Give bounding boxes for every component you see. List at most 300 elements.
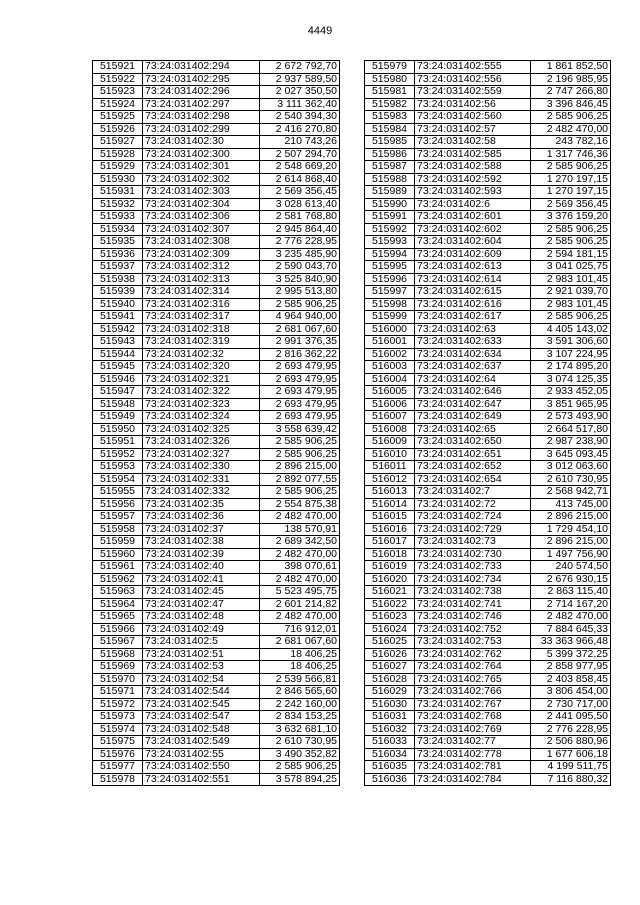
- cadastral-number: 73:24:031402:5: [143, 636, 260, 649]
- cadastral-value: 2 482 470,00: [260, 611, 340, 624]
- table-row: [93, 448, 340, 461]
- table-row: [365, 586, 611, 599]
- cadastral-number: 73:24:031402:602: [415, 223, 531, 236]
- table-row: [365, 498, 611, 511]
- table-row: [365, 598, 611, 611]
- cadastral-number: 73:24:031402:545: [143, 698, 260, 711]
- table-row: [365, 311, 611, 324]
- table-row: [93, 536, 340, 549]
- row-number: 515984: [365, 123, 415, 136]
- cadastral-number: 73:24:031402:313: [143, 273, 260, 286]
- row-number: 515924: [93, 98, 143, 111]
- cadastral-number: 73:24:031402:746: [415, 611, 531, 624]
- cadastral-number: 73:24:031402:332: [143, 486, 260, 499]
- cadastral-number: 73:24:031402:6: [415, 198, 531, 211]
- cadastral-number: 73:24:031402:768: [415, 711, 531, 724]
- cadastral-number: 73:24:031402:65: [415, 423, 531, 436]
- row-number: 515955: [93, 486, 143, 499]
- cadastral-number: 73:24:031402:752: [415, 623, 531, 636]
- row-number: 515985: [365, 136, 415, 149]
- row-number: 515940: [93, 298, 143, 311]
- row-number: 516003: [365, 361, 415, 374]
- row-number: 516007: [365, 411, 415, 424]
- table-row: [93, 698, 340, 711]
- cadastral-number: 73:24:031402:730: [415, 548, 531, 561]
- row-number: 515938: [93, 273, 143, 286]
- cadastral-number: 73:24:031402:307: [143, 223, 260, 236]
- cadastral-value: 2 601 214,82: [260, 598, 340, 611]
- cadastral-number: 73:24:031402:294: [143, 61, 260, 74]
- table-row: [365, 736, 611, 749]
- table-row: [365, 298, 611, 311]
- cadastral-number: 73:24:031402:615: [415, 286, 531, 299]
- cadastral-value: 2 693 479,95: [260, 386, 340, 399]
- cadastral-value: 2 693 479,95: [260, 361, 340, 374]
- cadastral-value: 3 111 362,40: [260, 98, 340, 111]
- row-number: 515957: [93, 511, 143, 524]
- cadastral-number: 73:24:031402:64: [415, 373, 531, 386]
- cadastral-value: 2 945 864,40: [260, 223, 340, 236]
- cadastral-value: 2 995 513,80: [260, 286, 340, 299]
- table-row: [365, 686, 611, 699]
- table-row: [365, 336, 611, 349]
- cadastral-number: 73:24:031402:556: [415, 73, 531, 86]
- cadastral-number: 73:24:031402:37: [143, 523, 260, 536]
- row-number: 515945: [93, 361, 143, 374]
- cadastral-number: 73:24:031402:781: [415, 761, 531, 774]
- cadastral-value: 2 581 768,80: [260, 211, 340, 224]
- row-number: 515964: [93, 598, 143, 611]
- cadastral-number: 73:24:031402:764: [415, 661, 531, 674]
- cadastral-value: 2 991 376,35: [260, 336, 340, 349]
- cadastral-number: 73:24:031402:296: [143, 86, 260, 99]
- cadastral-number: 73:24:031402:729: [415, 523, 531, 536]
- table-row: [93, 161, 340, 174]
- table-row: [93, 711, 340, 724]
- cadastral-value: 3 041 025,75: [531, 261, 611, 274]
- cadastral-number: 73:24:031402:30: [143, 136, 260, 149]
- cadastral-number: 73:24:031402:308: [143, 236, 260, 249]
- row-number: 515952: [93, 448, 143, 461]
- table-row: [365, 148, 611, 161]
- cadastral-value: 2 590 043,70: [260, 261, 340, 274]
- cadastral-value: 4 964 940,00: [260, 311, 340, 324]
- table-row: [93, 723, 340, 736]
- cadastral-number: 73:24:031402:56: [415, 98, 531, 111]
- cadastral-value: 2 403 858,45: [531, 673, 611, 686]
- row-number: 515982: [365, 98, 415, 111]
- table-row: [93, 111, 340, 124]
- table-row: [365, 486, 611, 499]
- table-row: [93, 261, 340, 274]
- cadastral-value: 3 851 965,95: [531, 398, 611, 411]
- row-number: 515997: [365, 286, 415, 299]
- cadastral-number: 73:24:031402:54: [143, 673, 260, 686]
- cadastral-value: 2 507 294,70: [260, 148, 340, 161]
- table-row: [365, 711, 611, 724]
- row-number: 515988: [365, 173, 415, 186]
- cadastral-number: 73:24:031402:317: [143, 311, 260, 324]
- table-row: [93, 761, 340, 774]
- row-number: 515946: [93, 373, 143, 386]
- row-number: 515923: [93, 86, 143, 99]
- cadastral-number: 73:24:031402:73: [415, 536, 531, 549]
- row-number: 515937: [93, 261, 143, 274]
- cadastral-value: 2 569 356,45: [531, 198, 611, 211]
- row-number: 515956: [93, 498, 143, 511]
- table-row: [93, 611, 340, 624]
- page-number: 4449: [307, 25, 333, 37]
- cadastral-number: 73:24:031402:295: [143, 73, 260, 86]
- row-number: 516004: [365, 373, 415, 386]
- cadastral-number: 73:24:031402:38: [143, 536, 260, 549]
- cadastral-value: 2 933 452,05: [531, 386, 611, 399]
- cadastral-number: 73:24:031402:318: [143, 323, 260, 336]
- table-row: [365, 623, 611, 636]
- table-row: [93, 473, 340, 486]
- cadastral-number: 73:24:031402:325: [143, 423, 260, 436]
- table-row: [365, 411, 611, 424]
- cadastral-value: 2 196 985,95: [531, 73, 611, 86]
- cadastral-value: 3 578 894,25: [260, 773, 340, 786]
- table-row: [93, 298, 340, 311]
- row-number: 515954: [93, 473, 143, 486]
- cadastral-number: 73:24:031402:766: [415, 686, 531, 699]
- row-number: 515993: [365, 236, 415, 249]
- cadastral-value: 2 983 101,45: [531, 273, 611, 286]
- table-row: [365, 386, 611, 399]
- row-number: 515972: [93, 698, 143, 711]
- cadastral-number: 73:24:031402:609: [415, 248, 531, 261]
- cadastral-value: 210 743,26: [260, 136, 340, 149]
- row-number: 515981: [365, 86, 415, 99]
- table-row: [365, 773, 611, 786]
- row-number: 516005: [365, 386, 415, 399]
- cadastral-value: 2 482 470,00: [531, 611, 611, 624]
- cadastral-number: 73:24:031402:738: [415, 586, 531, 599]
- row-number: 515980: [365, 73, 415, 86]
- row-number: 515983: [365, 111, 415, 124]
- cadastral-number: 73:24:031402:616: [415, 298, 531, 311]
- cadastral-number: 73:24:031402:601: [415, 211, 531, 224]
- cadastral-number: 73:24:031402:298: [143, 111, 260, 124]
- cadastral-value: 2 846 565,60: [260, 686, 340, 699]
- cadastral-number: 73:24:031402:306: [143, 211, 260, 224]
- table-row: [93, 373, 340, 386]
- cadastral-value: 3 525 840,90: [260, 273, 340, 286]
- cadastral-number: 73:24:031402:762: [415, 648, 531, 661]
- table-row: [93, 436, 340, 449]
- table-row: [93, 398, 340, 411]
- cadastral-value: 3 396 846,45: [531, 98, 611, 111]
- cadastral-value: 2 569 356,45: [260, 186, 340, 199]
- row-number: 515991: [365, 211, 415, 224]
- row-number: 515962: [93, 573, 143, 586]
- table-row: [365, 661, 611, 674]
- row-number: 516028: [365, 673, 415, 686]
- cadastral-number: 73:24:031402:741: [415, 598, 531, 611]
- cadastral-value: 2 896 215,00: [531, 511, 611, 524]
- cadastral-number: 73:24:031402:55: [143, 748, 260, 761]
- cadastral-number: 73:24:031402:650: [415, 436, 531, 449]
- cadastral-value: 4 405 143,02: [531, 323, 611, 336]
- table-row: [93, 361, 340, 374]
- row-number: 516015: [365, 511, 415, 524]
- table-row: [365, 323, 611, 336]
- row-number: 515977: [93, 761, 143, 774]
- cadastral-number: 73:24:031402:312: [143, 261, 260, 274]
- row-number: 516033: [365, 736, 415, 749]
- cadastral-number: 73:24:031402:7: [415, 486, 531, 499]
- cadastral-number: 73:24:031402:637: [415, 361, 531, 374]
- table-row: [93, 648, 340, 661]
- row-number: 516018: [365, 548, 415, 561]
- cadastral-number: 73:24:031402:614: [415, 273, 531, 286]
- cadastral-value: 2 983 101,45: [531, 298, 611, 311]
- cadastral-number: 73:24:031402:734: [415, 573, 531, 586]
- cadastral-value: 2 776 228,95: [260, 236, 340, 249]
- row-number: 515926: [93, 123, 143, 136]
- cadastral-value: 240 574,50: [531, 561, 611, 574]
- cadastral-value: 2 482 470,00: [531, 123, 611, 136]
- row-number: 516002: [365, 348, 415, 361]
- cadastral-value: 3 012 063,60: [531, 461, 611, 474]
- row-number: 516008: [365, 423, 415, 436]
- row-number: 515949: [93, 411, 143, 424]
- cadastral-value: 3 806 454,00: [531, 686, 611, 699]
- table-row: [93, 598, 340, 611]
- cadastral-value: 1 497 756,90: [531, 548, 611, 561]
- row-number: 515975: [93, 736, 143, 749]
- cadastral-value: 2 672 792,70: [260, 61, 340, 74]
- table-row: [93, 423, 340, 436]
- row-number: 515936: [93, 248, 143, 261]
- row-number: 515979: [365, 61, 415, 74]
- cadastral-value: 18 406,25: [260, 648, 340, 661]
- table-row: [365, 561, 611, 574]
- row-number: 516029: [365, 686, 415, 699]
- table-row: [93, 773, 340, 786]
- cadastral-value: 413 745,00: [531, 498, 611, 511]
- cadastral-number: 73:24:031402:550: [143, 761, 260, 774]
- table-row: [93, 411, 340, 424]
- cadastral-number: 73:24:031402:549: [143, 736, 260, 749]
- cadastral-number: 73:24:031402:304: [143, 198, 260, 211]
- cadastral-number: 73:24:031402:35: [143, 498, 260, 511]
- cadastral-value: 2 896 215,00: [260, 461, 340, 474]
- cadastral-value: 2 506 880,96: [531, 736, 611, 749]
- table-row: [93, 686, 340, 699]
- table-row: [93, 498, 340, 511]
- right-register-table: [364, 60, 611, 786]
- cadastral-number: 73:24:031402:544: [143, 686, 260, 699]
- row-number: 515959: [93, 536, 143, 549]
- row-number: 515927: [93, 136, 143, 149]
- table-row: [93, 461, 340, 474]
- cadastral-number: 73:24:031402:765: [415, 673, 531, 686]
- table-row: [365, 73, 611, 86]
- cadastral-value: 2 594 181,15: [531, 248, 611, 261]
- table-row: [93, 523, 340, 536]
- cadastral-number: 73:24:031402:320: [143, 361, 260, 374]
- row-number: 516024: [365, 623, 415, 636]
- cadastral-value: 2 482 470,00: [260, 573, 340, 586]
- cadastral-number: 73:24:031402:617: [415, 311, 531, 324]
- table-row: [93, 673, 340, 686]
- table-row: [365, 261, 611, 274]
- cadastral-value: 2 921 039,70: [531, 286, 611, 299]
- row-number: 515987: [365, 161, 415, 174]
- cadastral-number: 73:24:031402:51: [143, 648, 260, 661]
- row-number: 516001: [365, 336, 415, 349]
- cadastral-value: 2 693 479,95: [260, 373, 340, 386]
- cadastral-number: 73:24:031402:551: [143, 773, 260, 786]
- cadastral-number: 73:24:031402:316: [143, 298, 260, 311]
- cadastral-value: 2 610 730,95: [260, 736, 340, 749]
- table-row: [93, 511, 340, 524]
- table-row: [93, 548, 340, 561]
- cadastral-value: 3 632 681,10: [260, 723, 340, 736]
- cadastral-number: 73:24:031402:559: [415, 86, 531, 99]
- cadastral-value: 3 376 159,20: [531, 211, 611, 224]
- row-number: 515986: [365, 148, 415, 161]
- left-register-table: [92, 60, 340, 786]
- cadastral-value: 7 884 645,33: [531, 623, 611, 636]
- table-row: [93, 386, 340, 399]
- row-number: 515966: [93, 623, 143, 636]
- table-row: [365, 236, 611, 249]
- cadastral-number: 73:24:031402:77: [415, 736, 531, 749]
- row-number: 515934: [93, 223, 143, 236]
- cadastral-number: 73:24:031402:302: [143, 173, 260, 186]
- cadastral-number: 73:24:031402:39: [143, 548, 260, 561]
- row-number: 515925: [93, 111, 143, 124]
- cadastral-number: 73:24:031402:303: [143, 186, 260, 199]
- table-row: [365, 673, 611, 686]
- table-row: [93, 311, 340, 324]
- cadastral-value: 2 689 342,50: [260, 536, 340, 549]
- cadastral-value: 2 747 266,80: [531, 86, 611, 99]
- cadastral-value: 3 028 613,40: [260, 198, 340, 211]
- row-number: 516034: [365, 748, 415, 761]
- table-row: [365, 286, 611, 299]
- table-row: [365, 211, 611, 224]
- cadastral-number: 73:24:031402:297: [143, 98, 260, 111]
- row-number: 515965: [93, 611, 143, 624]
- row-number: 515950: [93, 423, 143, 436]
- cadastral-value: 2 610 730,95: [531, 473, 611, 486]
- table-row: [93, 236, 340, 249]
- cadastral-value: 2 441 095,50: [531, 711, 611, 724]
- table-row: [365, 98, 611, 111]
- cadastral-value: 2 585 906,25: [260, 436, 340, 449]
- cadastral-number: 73:24:031402:652: [415, 461, 531, 474]
- table-row: [365, 723, 611, 736]
- row-number: 515933: [93, 211, 143, 224]
- table-row: [93, 661, 340, 674]
- table-row: [365, 648, 611, 661]
- table-row: [93, 148, 340, 161]
- row-number: 515978: [93, 773, 143, 786]
- row-number: 516020: [365, 573, 415, 586]
- row-number: 515969: [93, 661, 143, 674]
- cadastral-number: 73:24:031402:299: [143, 123, 260, 136]
- cadastral-number: 73:24:031402:555: [415, 61, 531, 74]
- row-number: 515935: [93, 236, 143, 249]
- table-row: [93, 223, 340, 236]
- table-row: [365, 423, 611, 436]
- cadastral-number: 73:24:031402:331: [143, 473, 260, 486]
- cadastral-number: 73:24:031402:321: [143, 373, 260, 386]
- table-row: [93, 136, 340, 149]
- cadastral-number: 73:24:031402:324: [143, 411, 260, 424]
- table-row: [365, 523, 611, 536]
- cadastral-value: 2 573 493,90: [531, 411, 611, 424]
- table-row: [365, 573, 611, 586]
- row-number: 515968: [93, 648, 143, 661]
- cadastral-value: 33 363 966,48: [531, 636, 611, 649]
- row-number: 516036: [365, 773, 415, 786]
- table-row: [365, 248, 611, 261]
- row-number: 516021: [365, 586, 415, 599]
- cadastral-value: 1 729 454,10: [531, 523, 611, 536]
- row-number: 515928: [93, 148, 143, 161]
- cadastral-value: 2 554 875,38: [260, 498, 340, 511]
- table-row: [365, 161, 611, 174]
- row-number: 516023: [365, 611, 415, 624]
- table-row: [93, 736, 340, 749]
- cadastral-value: 138 570,91: [260, 523, 340, 536]
- cadastral-value: 2 892 077,55: [260, 473, 340, 486]
- table-row: [365, 636, 611, 649]
- table-row: [365, 448, 611, 461]
- cadastral-value: 1 861 852,50: [531, 61, 611, 74]
- cadastral-number: 73:24:031402:593: [415, 186, 531, 199]
- cadastral-number: 73:24:031402:647: [415, 398, 531, 411]
- cadastral-number: 73:24:031402:72: [415, 498, 531, 511]
- table-row: [365, 186, 611, 199]
- row-number: 515961: [93, 561, 143, 574]
- cadastral-value: 2 540 394,30: [260, 111, 340, 124]
- table-row: [93, 73, 340, 86]
- cadastral-number: 73:24:031402:769: [415, 723, 531, 736]
- cadastral-number: 73:24:031402:778: [415, 748, 531, 761]
- cadastral-value: 7 116 880,32: [531, 773, 611, 786]
- table-row: [365, 748, 611, 761]
- cadastral-value: 2 585 906,25: [531, 223, 611, 236]
- cadastral-number: 73:24:031402:767: [415, 698, 531, 711]
- cadastral-number: 73:24:031402:649: [415, 411, 531, 424]
- cadastral-value: 2 548 669,20: [260, 161, 340, 174]
- table-row: [93, 561, 340, 574]
- table-row: [365, 536, 611, 549]
- cadastral-value: 2 987 238,90: [531, 436, 611, 449]
- row-number: 515989: [365, 186, 415, 199]
- row-number: 516014: [365, 498, 415, 511]
- cadastral-number: 73:24:031402:36: [143, 511, 260, 524]
- row-number: 515931: [93, 186, 143, 199]
- row-number: 515941: [93, 311, 143, 324]
- cadastral-number: 73:24:031402:322: [143, 386, 260, 399]
- row-number: 515990: [365, 198, 415, 211]
- cadastral-value: 2 585 906,25: [531, 161, 611, 174]
- row-number: 516031: [365, 711, 415, 724]
- row-number: 515995: [365, 261, 415, 274]
- cadastral-value: 3 107 224,95: [531, 348, 611, 361]
- cadastral-value: 3 074 125,35: [531, 373, 611, 386]
- cadastral-value: 2 242 160,00: [260, 698, 340, 711]
- row-number: 516012: [365, 473, 415, 486]
